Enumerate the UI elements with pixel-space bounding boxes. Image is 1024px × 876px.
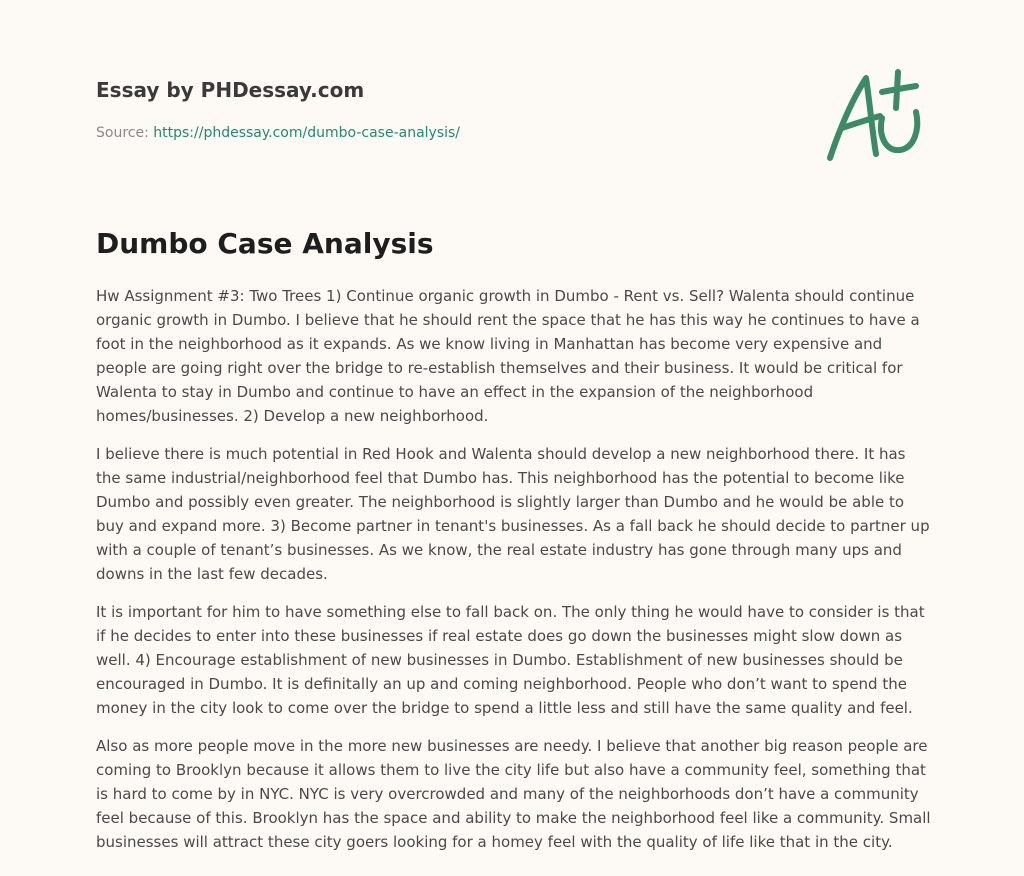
source-line [96, 124, 796, 142]
paragraph: It is important for him to have something else to fall back on. The only thing he would have to consider is that if he decides to enter into these businesses if real estate does go down the businesses might slow down as well. 4) Encourage establishment of new businesses in Dumbo. Establishment of new businesses should be encouraged in Dumbo. It is definitally an up and coming neighborhood. People who don’t want to spend the money in the city look to come over the bridge to spend a little less and still have the same quality and feel. [96, 603, 925, 717]
a-plus-grade-icon [820, 64, 930, 168]
page-header [96, 76, 796, 142]
paragraph: Also as more people move in the more new businesses are needy. I believe that another big reason people are coming to Brooklyn because it allows them to live the city life but also have a community feel, something that is hard to come by in NYC. NYC is very overcrowded and many of the neighborhoods don’t have a community feel because of this. Brooklyn has the space and ability to make the neighborhood feel like a community. Small businesses will attract these city goers looking for a homey feel with the quality of life like that in the city. [96, 737, 931, 851]
paragraph: Hw Assignment #3: Two Trees 1) Continue organic growth in Dumbo - Rent vs. Sell? Walenta should continue organic growth in Dumbo. I believe that he should rent the space that he has this way he continues to have a foot in the neighborhood as it expands. As we know living in Manhattan has become very expensive and people are going right over the bridge to re-establish themselves and their business. It would be critical for Walenta to stay in Dumbo and continue to have an effect in the expansion of the neighborhood homes/businesses. 2) Develop a new neighborhood. [96, 287, 920, 425]
source-label: Source: [96, 125, 154, 141]
site-brand: Essay by PHDessay.com [96, 78, 365, 102]
paragraph: I believe there is much potential in Red Hook and Walenta should develop a new neighborhood there. It has the same industrial/neighborhood feel that Dumbo has. This neighborhood has the potential to become like Dumbo and possibly even greater. The neighborhood is slightly larger than Dumbo and he would be able to buy and expand more. 3) Become partner in tenant's businesses. As a fall back he should decide to partner up with a couple of tenant’s businesses. As we know, the real estate industry has gone through many ups and downs in the last few decades. [96, 445, 930, 583]
source-link[interactable]: https://phdessay.com/dumbo-case-analysis/ [153, 125, 461, 141]
page-title: Dumbo Case Analysis [96, 227, 434, 260]
essay-body [96, 284, 932, 868]
